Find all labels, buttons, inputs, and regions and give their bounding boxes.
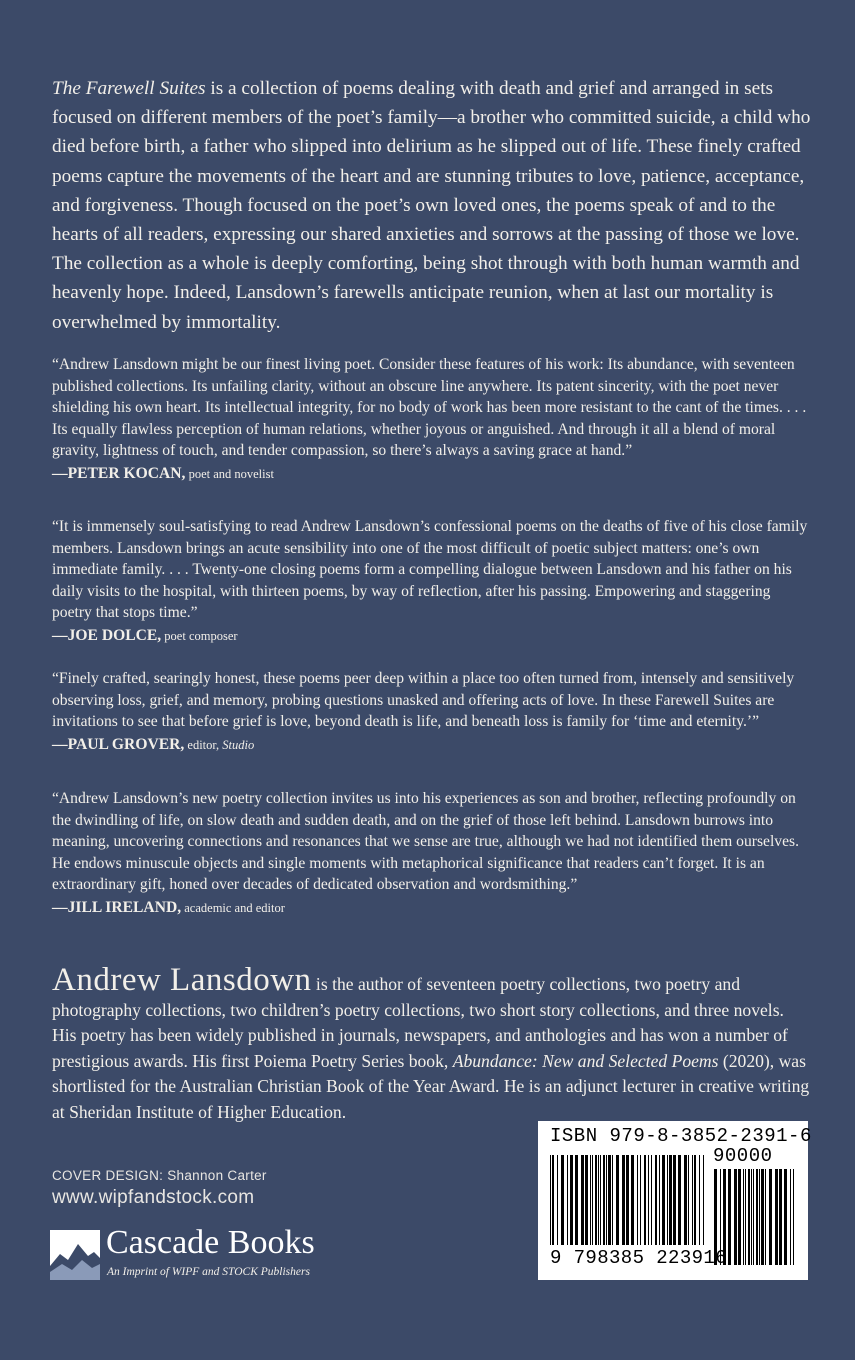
barcode-bar [751, 1169, 752, 1265]
bio-text: is the author of seventeen poetry collections, two poetry and photography collections, two children’s poetry collections, two short story collections, and three novels. His poetry has been widely published in journals, newspapers, and anthologies and has won a number of prestigious awards. His first Poiema Poetry Series book, [52, 974, 788, 1071]
endorsement-attribution [52, 463, 812, 485]
endorsement [52, 354, 812, 485]
barcode-bar [659, 1155, 660, 1245]
endorsement-quote: “It is immensely soul-satisfying to read Andrew Lansdown’s confessional poems on the deaths of five of his close family members. Lansdown brings an acute sensibility into one of the most difficult of poetic subject matters: one’s own immediate family. . . . Twenty-one closing poems form a compelling dialogue between Lansdown and his father on his daily visits to the hospital, with thirteen poems, by way of reflection, after his passing. Empowering and staggering poetry that stops time.” [52, 518, 808, 622]
barcode-bar [600, 1155, 601, 1245]
endorsement-quote: “Andrew Lansdown’s new poetry collection invites us into his experiences as son and brother, reflecting profoundly on the dwindling of life, on slow death and sudden death, and on the grief of those left behind. Lansdown burrows into meaning, uncovering connections and resonances that we sense are true, although we had not identified them ourselves. He endows minuscule objects and single moments with metaphorical significance that readers can’t forget. It is an extraordinary gift, honed over decades of dedicated observation and wordsmithing.” [52, 790, 799, 894]
barcode-bar [703, 1155, 704, 1245]
barcode-bar [748, 1169, 750, 1265]
barcode-bar [606, 1155, 607, 1245]
barcode-bar [595, 1155, 597, 1245]
endorser-role: academic and editor [181, 900, 285, 915]
endorsement-attribution [52, 625, 812, 647]
barcode-bar [550, 1155, 551, 1245]
barcode-bar [552, 1155, 554, 1245]
barcode-bar [728, 1169, 731, 1265]
endorser-role [184, 738, 254, 752]
endorsement-attribution [52, 897, 812, 919]
description-text: is a collection of poems dealing with death and grief and arranged in sets focused on different members of the poet’s family—a brother who committed suicide, a child who died before birth, a father who slipped into delirium as he slipped out of life. These finely crafted poems capture the movements of the heart and are stunning tributes to love, patience, acceptance, and forgiveness. Though focused on the poet’s own loved ones, the poems speak of and to the hearts of all readers, expressing our shared anxieties and sorrows at the passing of those we love. The collection as a whole is deeply comforting, being shot through with both human warmth and heavenly hope. Indeed, Lansdown’s farewells anticipate reunion, when at last our mortality is overwhelmed by immortality. [52, 78, 811, 333]
barcode-bar [779, 1169, 782, 1265]
endorsement-attribution [52, 734, 812, 756]
endorsement-quote: “Finely crafted, searingly honest, these poems peer deep within a place too often turned from, intensely and sensitively observing loss, grief, and memory, probing questions unasked and offering acts of love. In these Farewell Suites are invitations to see that before grief is love, beyond death is life, and beneath loss is family for ‘time and eternity.’” [52, 670, 795, 731]
barcode-bar [598, 1155, 599, 1245]
isbn-number: ISBN 979-8-3852-2391-6 [550, 1125, 812, 1147]
barcode-bar [692, 1155, 693, 1245]
barcode-bar [775, 1169, 778, 1265]
barcode-bar [734, 1169, 737, 1265]
barcode-bar [793, 1169, 794, 1265]
barcode-bar [688, 1155, 689, 1245]
publisher-website: www.wipfandstock.com [52, 1187, 255, 1208]
author-bio [52, 962, 812, 1126]
barcode-bar [790, 1169, 791, 1265]
barcode-bar [651, 1155, 652, 1245]
publisher-logo [50, 1224, 370, 1288]
endorser-role: poet composer [161, 628, 238, 643]
isbn-barcode [538, 1121, 812, 1280]
bio-text-end: (2020), was shortlisted for the Australian Christian Book of the Year Award. He is an adjunct lecturer in creative writing at Sheridan Institute of Higher Education. [52, 1050, 810, 1122]
endorser-name: —PETER KOCAN, [52, 464, 186, 482]
barcode-bar [699, 1155, 700, 1245]
barcode-bar [622, 1155, 625, 1245]
book-description [52, 74, 812, 337]
barcode-bar [756, 1169, 758, 1265]
publisher-tagline: An Imprint of WIPF and STOCK Publishers [107, 1266, 310, 1278]
barcode-bar [669, 1155, 672, 1245]
barcode-bar [581, 1155, 584, 1245]
barcode-bar [753, 1169, 754, 1265]
barcode-bar [567, 1155, 568, 1245]
barcode-bar [648, 1155, 649, 1245]
barcode-bar [612, 1155, 613, 1245]
endorser-name: —PAUL GROVER, [52, 735, 185, 753]
endorsement-quote: “Andrew Lansdown might be our finest living poet. Consider these features of his work: Its abundance, with seventeen published collections. Its unfailing clarity, without an obscure line anywhere. Its patent sincerity, with the poet never shielding his own heart. Its intellectual integrity, for no body of work has been more resistant to the cant of the times. . . . Its equally flawless perception of human relations, whether joyous or anguished. And through it all a blend of moral gravity, lightness of touch, and tender compassion, so there’s always a saving grace at hand.” [52, 356, 807, 460]
barcode-bar [662, 1155, 665, 1245]
author-name: Andrew Lansdown [52, 962, 312, 998]
barcode-bar [626, 1155, 629, 1245]
barcode-bar [694, 1155, 696, 1245]
endorsement [52, 516, 812, 647]
endorser-role: poet and novelist [185, 466, 274, 481]
previous-book-title: Abundance: New and Selected Poems [452, 1050, 719, 1071]
barcode-bar [644, 1155, 646, 1245]
barcode-bar [637, 1155, 638, 1245]
barcode-bar [603, 1155, 605, 1245]
barcode-bar [655, 1155, 657, 1245]
barcode-bar [557, 1155, 558, 1245]
barcode-bar [590, 1155, 591, 1245]
barcode-bar [631, 1155, 634, 1245]
barcode-bar [743, 1169, 744, 1265]
price-code: 90000 [713, 1145, 773, 1167]
barcode-bar [678, 1155, 681, 1245]
barcode-bar [745, 1169, 746, 1265]
barcode-bar [765, 1169, 766, 1265]
barcode-bar [608, 1155, 611, 1245]
barcode-bar [769, 1169, 772, 1265]
barcode-bar [784, 1169, 787, 1265]
barcode-bar [684, 1155, 687, 1245]
credits [52, 1168, 267, 1209]
barcode-bar [667, 1155, 668, 1245]
cover-design-credit: COVER DESIGN: Shannon Carter [52, 1168, 267, 1183]
barcode-bar [570, 1155, 573, 1245]
endorsement [52, 788, 812, 919]
publisher-name: Cascade Books [106, 1224, 315, 1261]
barcode-bar [616, 1155, 619, 1245]
mountain-logo-icon [50, 1230, 100, 1280]
barcode-bar [585, 1155, 588, 1245]
barcode-bar [738, 1169, 741, 1265]
barcode-bar [575, 1155, 578, 1245]
barcode-bar [640, 1155, 641, 1245]
book-title: The Farewell Suites [52, 78, 206, 99]
publication-name: Studio [222, 737, 255, 752]
barcode-bar [761, 1169, 764, 1265]
barcode-bar [592, 1155, 593, 1245]
endorser-name: —JILL IRELAND, [52, 898, 182, 916]
endorser-role-text: editor, [184, 737, 223, 752]
endorsement [52, 668, 812, 756]
barcode-bar [561, 1155, 564, 1245]
endorser-name: —JOE DOLCE, [52, 626, 162, 644]
barcode-bar [759, 1169, 760, 1265]
ean-digits: 9 798385 223916 [550, 1247, 728, 1269]
barcode-bar [673, 1155, 676, 1245]
